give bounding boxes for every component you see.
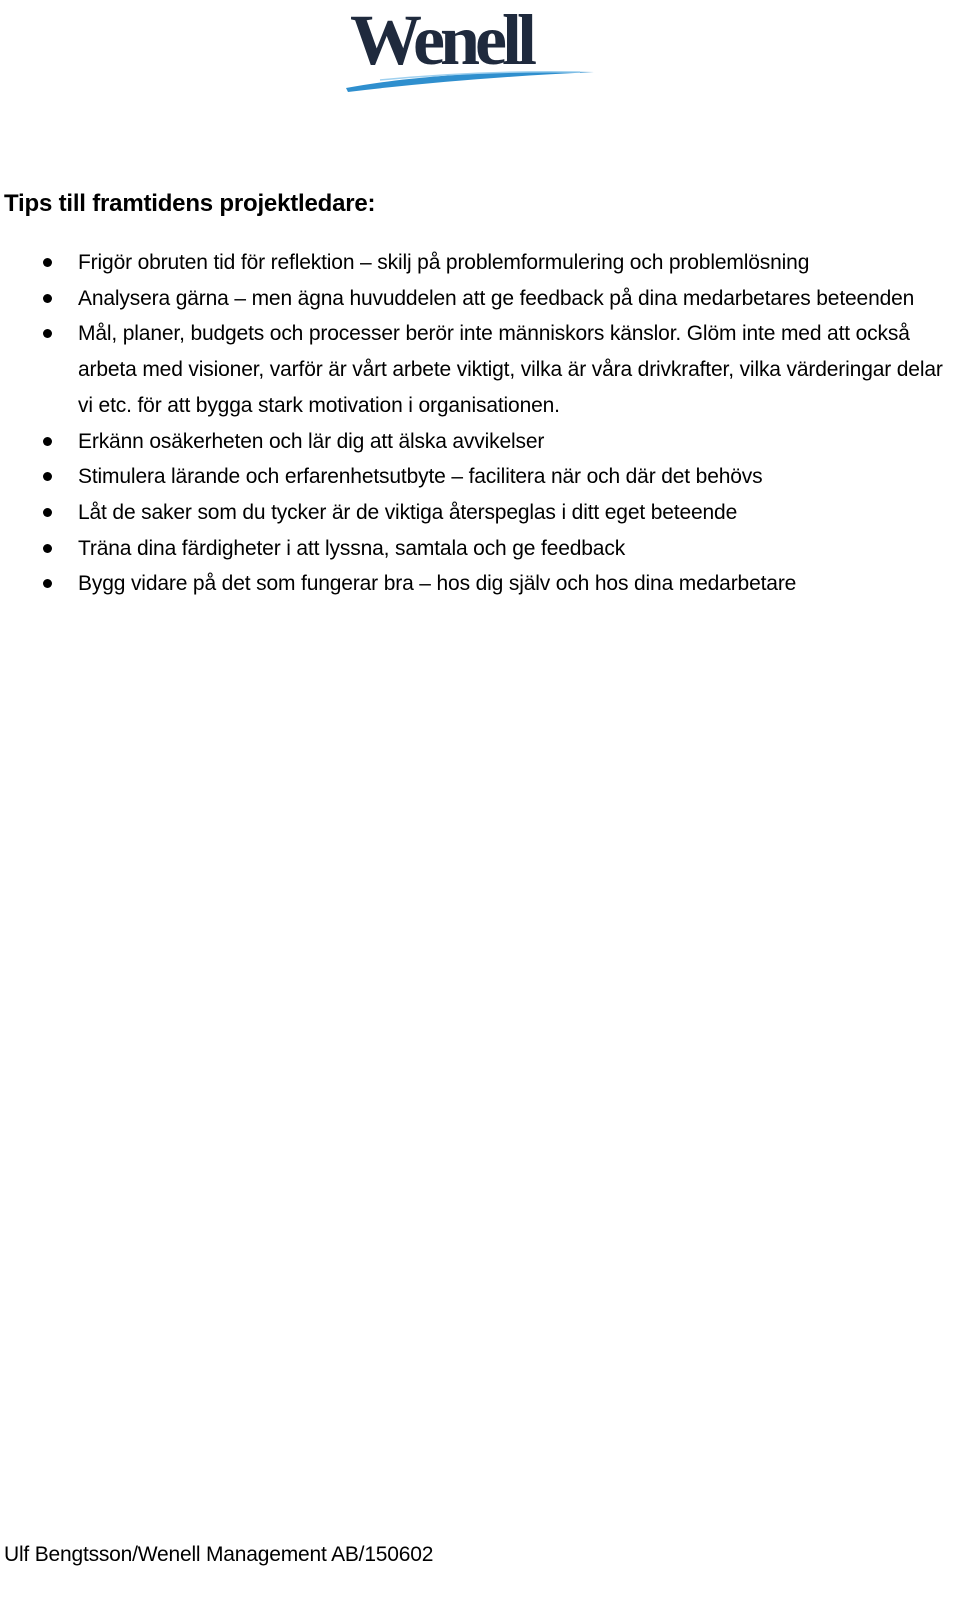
list-item-text: Mål, planer, budgets och processer berör inte människors känslor. Glöm inte med att också arbeta med visioner, varför är vårt arbete viktigt, vilka är våra drivkrafter, vilka värderingar delar vi etc. för att bygga stark motivation i organisationen. [78,322,943,417]
bullet-icon [43,544,52,553]
list-item-text: Bygg vidare på det som fungerar bra – hos dig själv och hos dina medarbetare [78,572,797,596]
list-item-text: Frigör obruten tid för reflektion – skilj på problemformulering och problemlösning [78,251,810,274]
bullet-icon [43,437,52,446]
list-item-text: Låt de saker som du tycker är de viktiga återspeglas i ditt eget beteende [78,500,738,524]
bullet-icon [43,329,52,338]
page-footer: Ulf Bengtsson/Wenell Management AB/150602 [4,1543,434,1566]
list-item [0,424,950,460]
list-item-text: Analysera gärna – men ägna huvuddelen att ge feedback på dina medarbetares beteenden [78,286,915,310]
list-item [0,566,950,602]
list-item [0,281,950,317]
list-item [0,459,950,495]
bullet-icon [43,472,52,481]
list-item [0,245,950,281]
logo-wordmark: Wenell [350,0,532,80]
list-item-text: Stimulera lärande och erfarenhetsutbyte – facilitera när och där det behövs [78,465,763,489]
bullet-icon [43,294,52,303]
bullet-icon [43,579,52,588]
bullet-icon [43,258,52,267]
bullet-icon [43,508,52,517]
list-item [0,316,950,423]
page-heading: Tips till framtidens projektledare: [4,190,376,217]
list-item-text: Erkänn osäkerheten och lär dig att älska avvikelser [78,429,545,453]
list-item [0,495,950,531]
tips-list [0,245,950,602]
list-item-text: Träna dina färdigheter i att lyssna, samtala och ge feedback [78,536,626,560]
list-item [0,531,950,567]
wenell-logo [340,0,600,100]
